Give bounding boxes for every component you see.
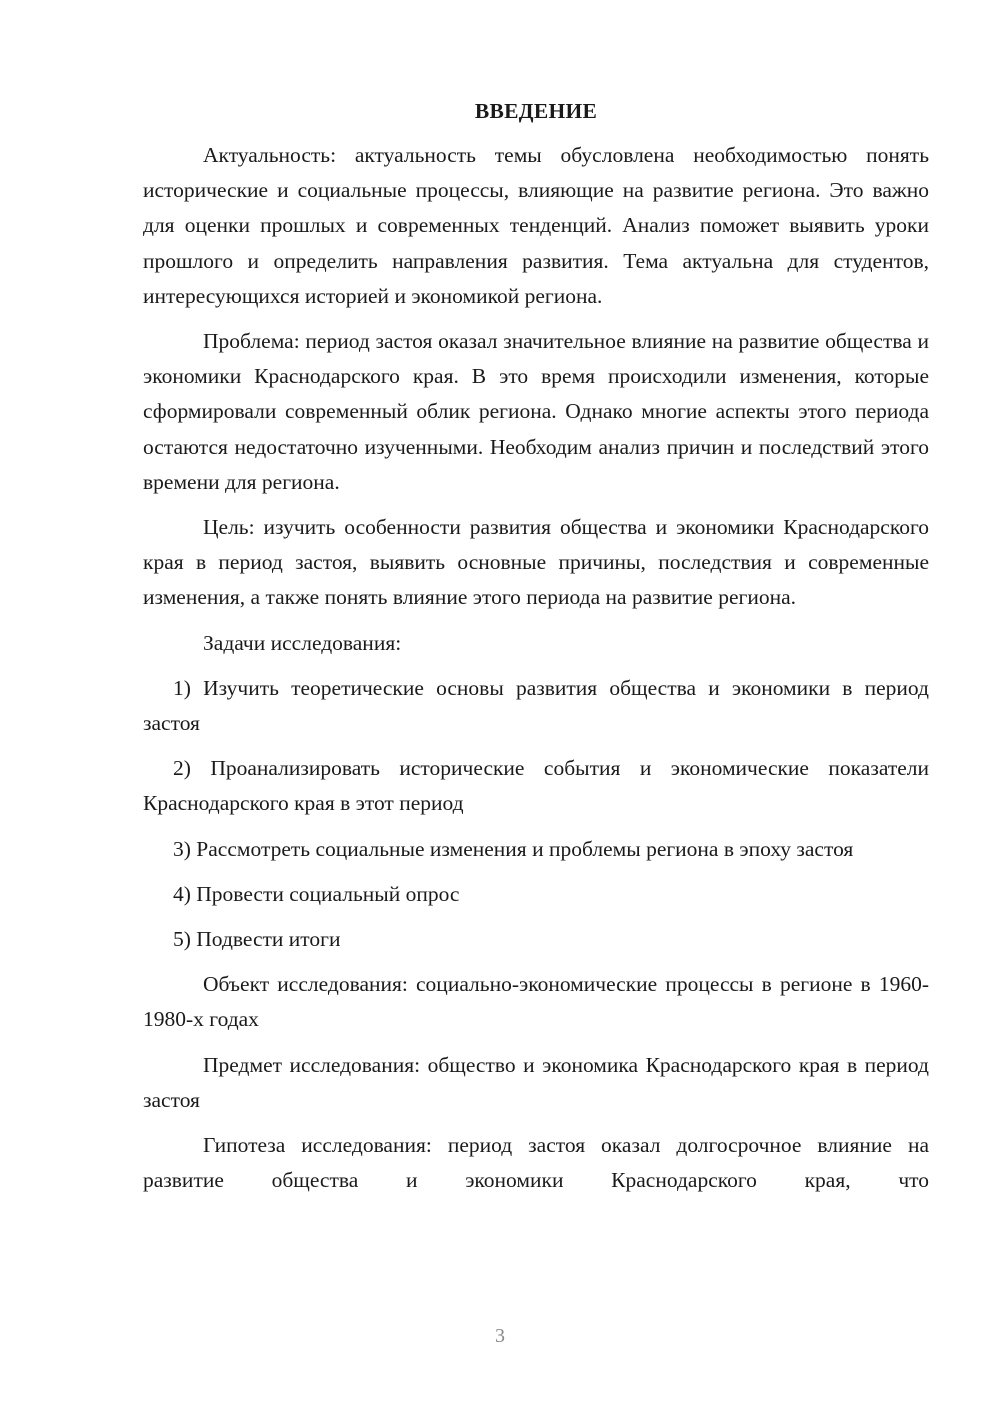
task-item-1: 1) Изучить теоретические основы развития общества и экономики в период застоя [143,675,929,736]
paragraph-problem: Проблема: период застоя оказал значительное влияние на развитие общества и экономики Краснодарского края. В это время происходили изменения, которые сформировали современный облик региона. Однако многие аспекты этого периода остаются недостаточно изученными. Необходим анализ причин и последствий этого времени для региона. [143,329,929,494]
paragraph-relevance: Актуальность: актуальность темы обусловлена необходимостью понять исторические и социальные процессы, влияющие на развитие региона. Это важно для оценки прошлых и современных тенденций. Анализ поможет выявить уроки прошлого и определить направления развития. Тема актуальна для студентов, интересующихся историей и экономикой региона. [143,143,929,308]
paragraph-goal: Цель: изучить особенности развития общества и экономики Краснодарского края в период застоя, выявить основные причины, последствия и современные изменения, а также понять влияние этого периода на развитие региона. [143,515,929,610]
task-item-5: 5) Подвести итоги [173,927,341,952]
document-page [143,96,929,1208]
paragraph-hypothesis: Гипотеза исследования: период застоя оказал долгосрочное влияние на развитие общества и экономики Краснодарского края, что [143,1133,929,1193]
paragraph-object: Объект исследования: социально-экономические процессы в регионе в 1960-1980-х годах [143,972,929,1032]
paragraph-subject: Предмет исследования: общество и экономика Краснодарского края в период застоя [143,1052,929,1112]
tasks-heading: Задачи исследования: [203,630,402,655]
task-item-2: 2) Проанализировать исторические события и экономические показатели Краснодарского края в этот период [143,756,929,816]
page-number: 3 [495,1325,505,1347]
task-item-3: 3) Рассмотреть социальные изменения и проблемы региона в эпоху застоя [173,836,854,861]
section-title: ВВЕДЕНИЕ [474,99,598,123]
task-item-4: 4) Провести социальный опрос [173,881,460,906]
